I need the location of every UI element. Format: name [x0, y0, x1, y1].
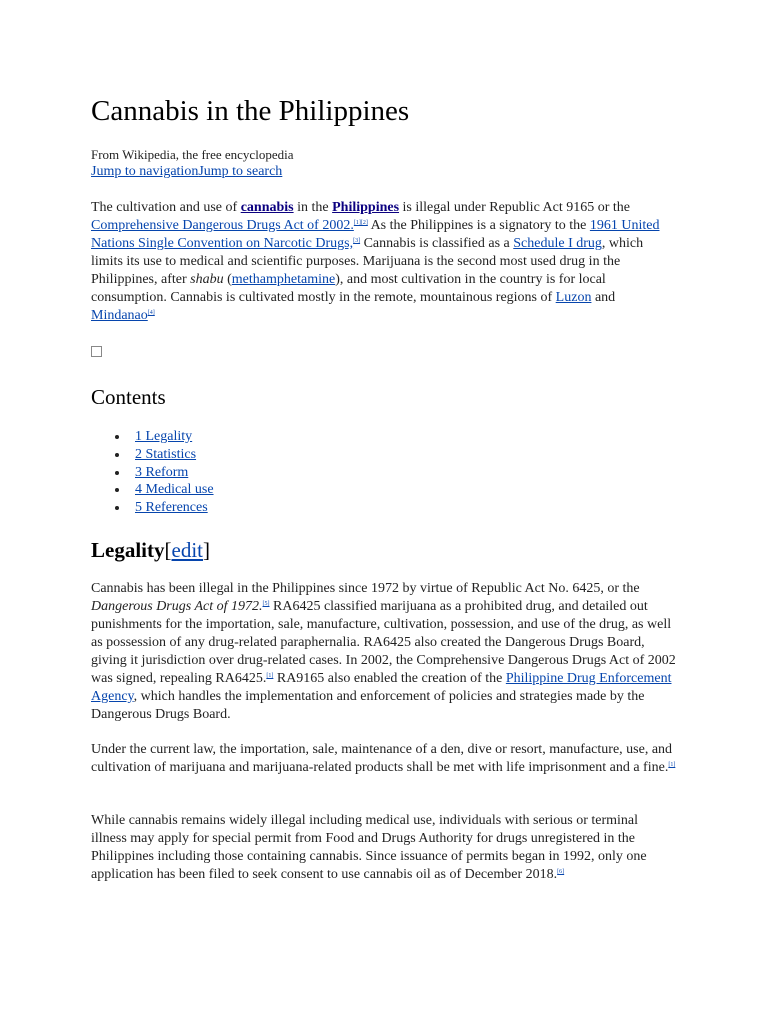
- citation-link[interactable]: [1]: [668, 762, 676, 768]
- citation-link[interactable]: [4]: [147, 310, 155, 316]
- mindanao-link[interactable]: Mindanao: [91, 308, 148, 323]
- bullet-icon: [115, 506, 119, 510]
- edit-bracket: [: [164, 538, 172, 562]
- bullet-icon: [115, 435, 119, 439]
- shabu-term: shabu: [190, 272, 224, 287]
- jump-to-search-link[interactable]: Jump to search: [198, 164, 283, 179]
- legality-heading-text: Legality: [91, 538, 165, 562]
- pdea-link[interactable]: Philippine Drug Enforcement Agency: [91, 671, 672, 704]
- schedule-i-link[interactable]: Schedule I drug: [513, 236, 602, 251]
- toc-item: [91, 446, 214, 464]
- jump-links: [91, 163, 282, 181]
- paragraph-text: While cannabis remains widely illegal including medical use, individuals with serious or terminal illness may apply for special permit from Food and Drugs Authority for drugs unregistered in the Philippines including those containing cannabis. Since issuance of permits began in 1992, only one application has been filed to seek consent to use cannabis oil as of December 2018.: [91, 813, 647, 882]
- citation-link[interactable]: [3]: [353, 238, 361, 244]
- citation-link[interactable]: [1][2]: [353, 220, 368, 226]
- paragraph-text: Under the current law, the importation, sale, maintenance of a den, dive or resort, manufacture, use, and cultivation of marijuana and marijuana-related products shall be met with life imprisonment and a fine.: [91, 742, 673, 775]
- intro-text: is illegal under Republic Act 9165 or the: [399, 200, 630, 215]
- toc-item: [91, 481, 214, 499]
- citation-link[interactable]: [1]: [266, 673, 274, 679]
- legality-heading: [91, 537, 210, 563]
- intro-text: As the Philippines is a signatory to the: [367, 218, 590, 233]
- citation-link[interactable]: [6]: [557, 869, 565, 875]
- luzon-link[interactable]: Luzon: [555, 290, 592, 305]
- intro-text: and: [591, 290, 616, 305]
- methamphetamine-link[interactable]: methamphetamine: [231, 272, 336, 287]
- toc-link-statistics[interactable]: 2 Statistics: [135, 446, 197, 462]
- jump-to-navigation-link[interactable]: Jump to navigation: [91, 164, 199, 179]
- intro-text: The cultivation and use of: [91, 200, 241, 215]
- edit-bracket: ]: [203, 538, 210, 562]
- bullet-icon: [115, 488, 119, 492]
- toc-link-legality[interactable]: 1 Legality: [135, 429, 193, 444]
- bullet-icon: [115, 453, 119, 457]
- single-convention-link[interactable]: 1961 United Nations Single Convention on Narcotic Drugs,: [91, 218, 660, 251]
- paragraph-text: RA9165 also enabled the creation of the: [273, 671, 506, 686]
- philippines-link[interactable]: Philippines: [332, 200, 400, 215]
- paragraph-text: , which handles the implementation and enforcement of policies and strategies made by the Dangerous Drugs Board.: [91, 689, 645, 722]
- intro-text: in the: [293, 200, 333, 215]
- toc-item: [91, 428, 214, 446]
- cannabis-link[interactable]: cannabis: [240, 200, 294, 215]
- paragraph-text: RA6425 classified marijuana as a prohibited drug, and detailed out punishments for the importation, sale, manufacture, cultivation, possession, and use of the drug, as well as possession of any drug-related paraphernalia. RA6425 also created the Dangerous Drugs Board, giving it jurisdiction over drug-related cases. In 2002, the Comprehensive Dangerous Drugs Act of 2002 was signed, repealing RA6425.: [91, 599, 676, 686]
- bullet-icon: [115, 471, 119, 475]
- toc-item: [91, 499, 214, 517]
- legality-paragraph-3: [91, 812, 676, 884]
- toc-toggle-checkbox[interactable]: [91, 346, 102, 357]
- table-of-contents: [91, 428, 214, 517]
- intro-text: Cannabis is classified as a: [360, 236, 514, 251]
- intro-paragraph: [91, 199, 676, 325]
- legality-paragraph-2: [91, 741, 676, 777]
- intro-text: (: [223, 272, 232, 287]
- toc-link-medical-use[interactable]: 4 Medical use: [135, 482, 214, 498]
- contents-heading: Contents: [91, 385, 166, 409]
- page-title: Cannabis in the Philippines: [91, 95, 410, 127]
- toc-link-reform[interactable]: 3 Reform: [135, 464, 189, 480]
- dangerous-drugs-act-1972: Dangerous Drugs Act of 1972.: [91, 599, 263, 614]
- intro-text: ), and most cultivation in the country is for local consumption. Cannabis is cultivated mostly in the remote, mountainous regions of: [91, 272, 606, 305]
- toc-item: [91, 464, 214, 482]
- citation-link[interactable]: [5]: [262, 601, 270, 607]
- edit-legality-link[interactable]: edit: [171, 538, 203, 562]
- legality-paragraph-1: [91, 580, 681, 724]
- toc-link-references[interactable]: 5 References: [135, 500, 208, 516]
- site-subtitle: From Wikipedia, the free encyclopedia: [91, 147, 294, 162]
- dangerous-drugs-act-link[interactable]: Comprehensive Dangerous Drugs Act of 2002.: [91, 218, 354, 233]
- paragraph-text: Cannabis has been illegal in the Philippines since 1972 by virtue of Republic Act No. 6425, or the: [91, 581, 640, 596]
- intro-text: , which limits its use to medical and scientific purposes. Marijuana is the second most used drug in the Philippines, after: [91, 236, 644, 287]
